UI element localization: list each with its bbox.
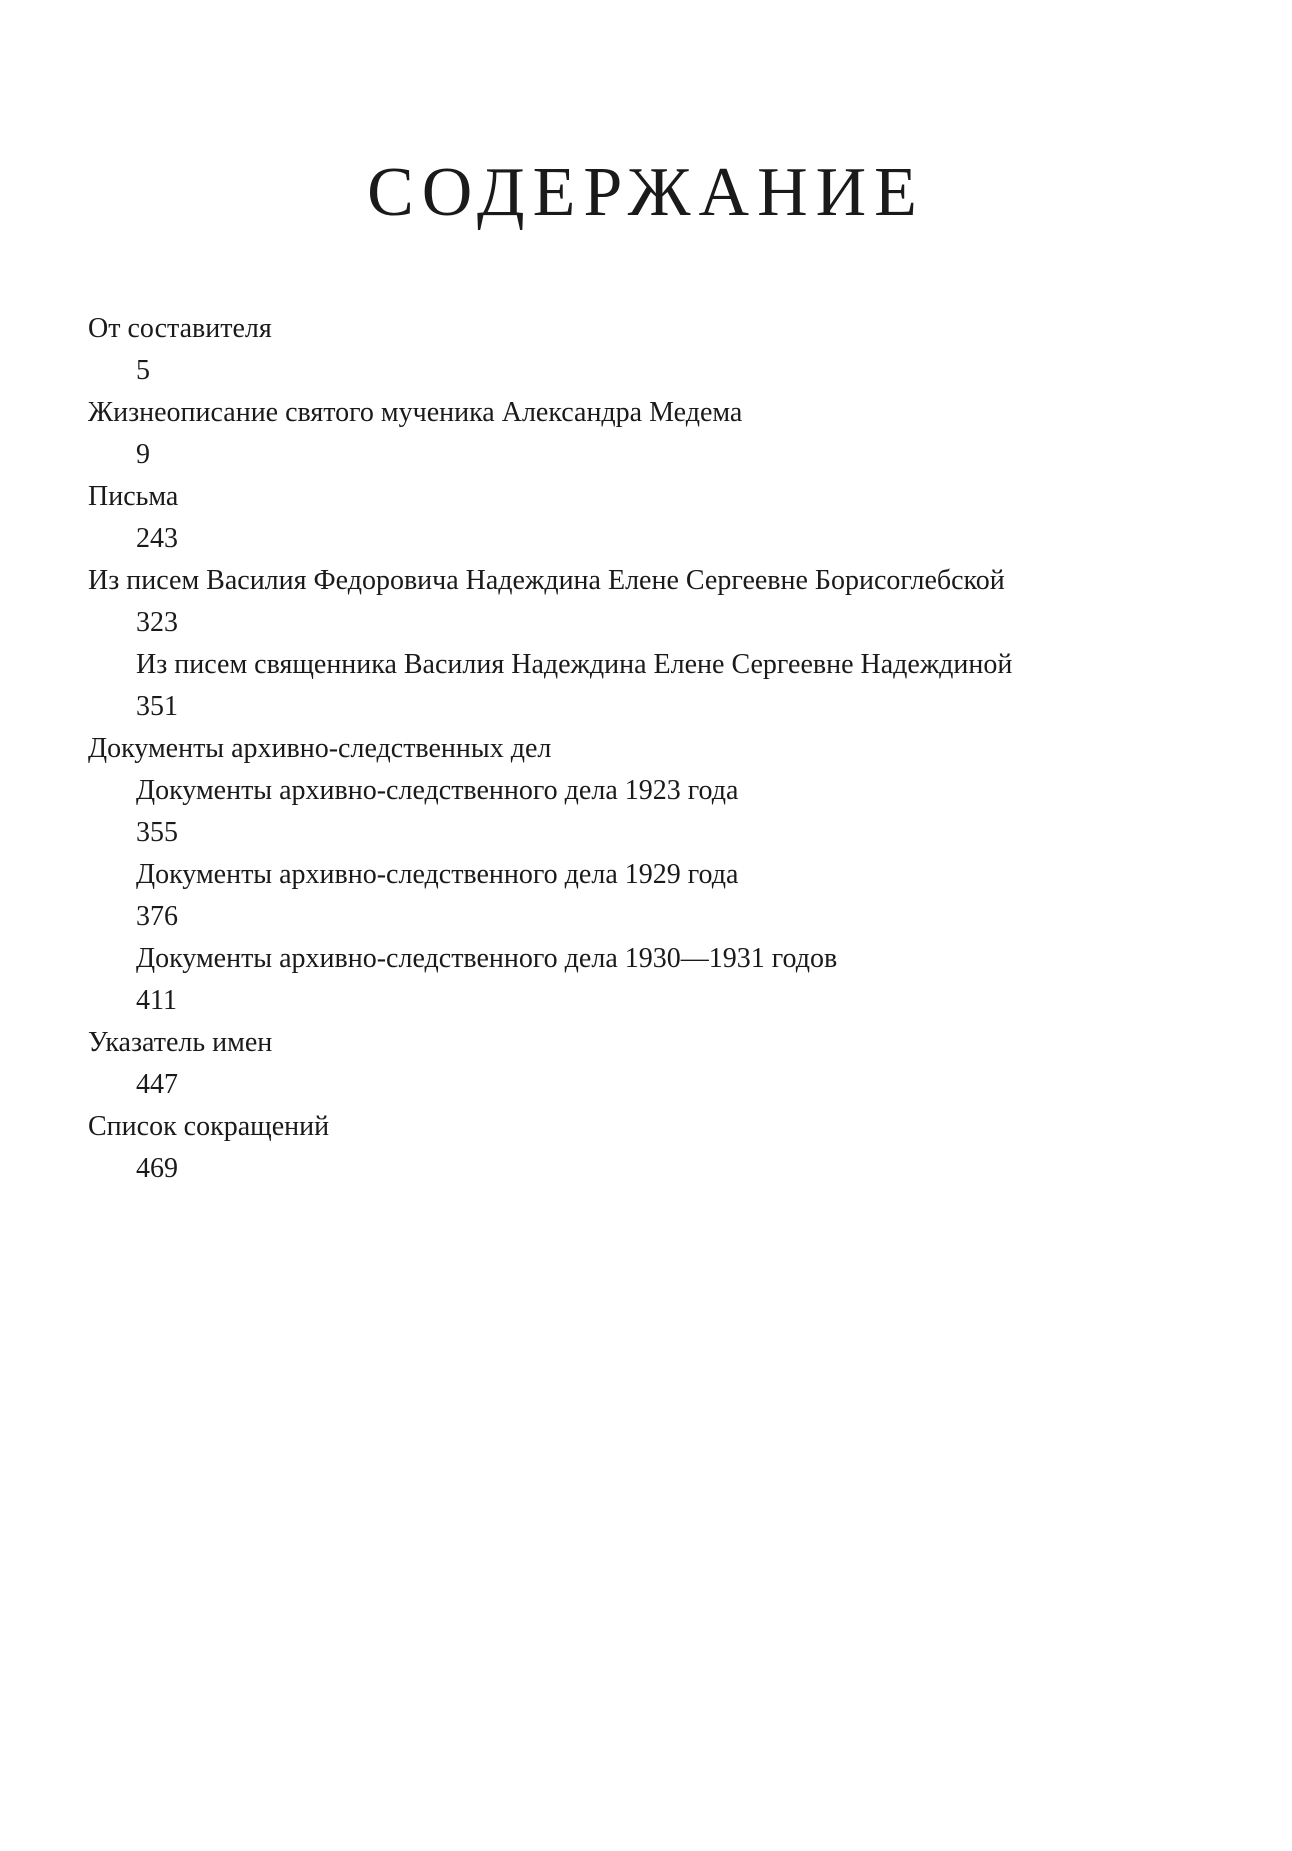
toc-subentry-title[interactable]: Документы архивно-следственного дела 1930—1931 годов bbox=[136, 943, 838, 974]
toc-entry-title[interactable]: Жизнеописание святого мученика Александра Медема bbox=[88, 397, 743, 428]
toc-entry-page: 243 bbox=[136, 523, 178, 554]
toc-entry-page: 351 bbox=[136, 691, 178, 722]
toc-entry-title[interactable]: Письма bbox=[88, 481, 179, 512]
toc-entry-page: 5 bbox=[136, 355, 150, 386]
table-of-contents bbox=[88, 308, 1208, 1190]
toc-entry-page: 469 bbox=[136, 1153, 178, 1184]
toc-entry-page: 411 bbox=[136, 985, 177, 1016]
page-title: СОДЕРЖАНИЕ bbox=[367, 154, 925, 231]
toc-entry-title[interactable]: Указатель имен bbox=[88, 1027, 273, 1058]
toc-subentry-title[interactable]: Документы архивно-следственного дела 1929 года bbox=[136, 859, 739, 890]
toc-entry-page: 323 bbox=[136, 607, 178, 638]
toc-entry-page: 376 bbox=[136, 901, 178, 932]
toc-entry-page: 9 bbox=[136, 439, 150, 470]
toc-entry-title[interactable]: От составителя bbox=[88, 313, 272, 344]
toc-section-title[interactable]: Документы архивно-следственных дел bbox=[88, 733, 552, 764]
toc-entry-title[interactable]: Из писем Василия Федоровича Надеждина Елене Сергеевне Борисоглебской bbox=[88, 565, 1005, 596]
toc-entry-page: 447 bbox=[136, 1069, 178, 1100]
toc-entry-title[interactable]: Список сокращений bbox=[88, 1111, 330, 1142]
toc-entry-page: 355 bbox=[136, 817, 178, 848]
toc-subentry-title[interactable]: Из писем священника Василия Надеждина Елене Сергеевне Надеждиной bbox=[136, 649, 1013, 680]
toc-subentry-title[interactable]: Документы архивно-следственного дела 1923 года bbox=[136, 775, 739, 806]
